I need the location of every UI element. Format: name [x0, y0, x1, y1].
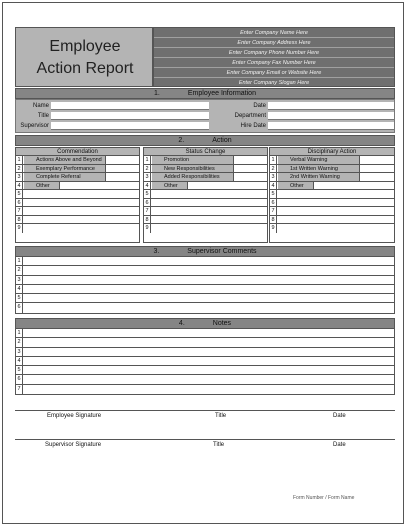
section-action-header [15, 135, 395, 146]
row-number: 3 [16, 173, 23, 181]
form-footer-text: Form Number / Form Name [293, 495, 355, 501]
commendation-column [15, 147, 140, 243]
commendation-heading: Commendation [16, 148, 139, 156]
commendation-row[interactable] [16, 216, 139, 225]
status-change-row[interactable] [144, 207, 267, 216]
row-number: 4 [16, 285, 23, 293]
row-number: 5 [144, 190, 151, 198]
company-fax-field[interactable]: Enter Company Fax Number Here [154, 58, 394, 68]
commendation-row[interactable] [16, 207, 139, 216]
row-number: 1 [270, 156, 277, 164]
commendation-row[interactable] [16, 190, 139, 199]
title-field[interactable] [51, 112, 209, 120]
action-option-label: Other [152, 182, 188, 190]
notes-lines [15, 329, 395, 395]
name-label: Name [32, 103, 49, 109]
row-number: 7 [144, 207, 151, 215]
row-number: 6 [16, 375, 23, 383]
row-number: 9 [270, 224, 277, 233]
form-title-line2: Action Report [36, 60, 134, 77]
section-supervisor-comments-header [15, 246, 395, 257]
disciplinary-row[interactable] [270, 207, 394, 216]
disciplinary-row[interactable] [270, 182, 394, 191]
company-phone-field[interactable]: Enter Company Phone Number Here [154, 48, 394, 58]
supervisor-label: Supervisor [20, 123, 49, 129]
status-change-row[interactable] [144, 156, 267, 165]
date-field[interactable] [268, 102, 394, 110]
row-number: 2 [16, 266, 23, 274]
row-number: 9 [16, 224, 23, 233]
form-title-box [15, 27, 153, 87]
section-number: 4. [178, 320, 185, 327]
row-number: 4 [16, 182, 23, 190]
note-line[interactable] [16, 375, 394, 384]
action-option-label: Complete Referral [24, 173, 106, 181]
row-number: 5 [16, 190, 23, 198]
row-number: 2 [270, 165, 277, 173]
row-number: 9 [144, 224, 151, 233]
employee-title-label: Title [215, 413, 227, 419]
action-option-label: Exemplary Performance [24, 165, 106, 173]
commendation-row[interactable] [16, 156, 139, 165]
employee-signature-line[interactable] [15, 410, 395, 411]
supervisor-comments-lines [15, 257, 395, 314]
disciplinary-row[interactable] [270, 190, 394, 199]
title-label: Title [37, 113, 49, 119]
company-website-field[interactable]: Enter Company Email or Website Here [154, 68, 394, 78]
row-number: 5 [270, 190, 277, 198]
disciplinary-row[interactable] [270, 165, 394, 174]
status-change-row[interactable] [144, 199, 267, 208]
employee-signature-label: Employee Signature [47, 413, 102, 419]
action-option-label: Other [24, 182, 60, 190]
row-number: 4 [270, 182, 277, 190]
supervisor-field[interactable] [51, 122, 209, 130]
section-title: Notes [212, 320, 232, 327]
row-number: 1 [16, 156, 23, 164]
action-option-label: Promotion [152, 156, 234, 164]
status-change-row[interactable] [144, 216, 267, 225]
row-number: 3 [16, 348, 23, 356]
row-number: 3 [144, 173, 151, 181]
action-option-label: Other [278, 182, 314, 190]
commendation-row[interactable] [16, 173, 139, 182]
company-address-field[interactable]: Enter Company Address Here [154, 38, 394, 48]
note-line[interactable] [16, 329, 394, 338]
action-option-label: New Responsibilities [152, 165, 234, 173]
hire-date-label: Hire Date [240, 123, 266, 129]
row-number: 6 [144, 199, 151, 207]
employee-date-label: Date [333, 413, 346, 419]
section-number: 2. [178, 137, 185, 144]
note-line[interactable] [16, 385, 394, 394]
status-change-row[interactable] [144, 224, 267, 233]
status-change-row[interactable] [144, 190, 267, 199]
note-line[interactable] [16, 357, 394, 366]
disciplinary-action-heading: Disciplinary Action [270, 148, 394, 156]
company-slogan-field[interactable]: Enter Company Slogan Here [238, 80, 310, 86]
date-label: Date [253, 103, 266, 109]
disciplinary-row[interactable] [270, 199, 394, 208]
disciplinary-row[interactable] [270, 216, 394, 225]
row-number: 1 [16, 257, 23, 265]
row-number: 8 [270, 216, 277, 224]
commendation-row[interactable] [16, 224, 139, 233]
supervisor-title-label: Title [213, 442, 225, 448]
supervisor-date-label: Date [333, 442, 346, 448]
note-line[interactable] [16, 348, 394, 357]
action-option-label: Added Responsibilities [152, 173, 234, 181]
action-option-label: 2nd Written Warning [278, 173, 360, 181]
employee-information-block [15, 99, 395, 133]
comment-line[interactable] [16, 294, 394, 303]
disciplinary-row[interactable] [270, 173, 394, 182]
disciplinary-row[interactable] [270, 224, 394, 233]
row-number: 5 [16, 366, 23, 374]
status-change-row[interactable] [144, 173, 267, 182]
commendation-row[interactable] [16, 199, 139, 208]
comment-line[interactable] [16, 257, 394, 266]
status-change-row[interactable] [144, 182, 267, 191]
department-field[interactable] [268, 112, 394, 120]
row-number: 1 [144, 156, 151, 164]
section-number: 1. [154, 90, 160, 97]
row-number: 6 [270, 199, 277, 207]
comment-line[interactable] [16, 285, 394, 294]
comment-line[interactable] [16, 276, 394, 285]
disciplinary-action-column [269, 147, 395, 243]
name-field[interactable] [51, 102, 209, 110]
row-number: 7 [16, 385, 23, 394]
section-title: Employee Information [187, 90, 256, 97]
status-change-row[interactable] [144, 165, 267, 174]
commendation-row[interactable] [16, 165, 139, 174]
section-title: Supervisor Comments [187, 248, 257, 255]
section-number: 3. [153, 248, 160, 255]
note-line[interactable] [16, 338, 394, 347]
row-number: 8 [16, 216, 23, 224]
row-number: 7 [270, 207, 277, 215]
row-number: 5 [16, 294, 23, 302]
supervisor-signature-label: Supervisor Signature [45, 442, 102, 448]
supervisor-signature-line[interactable] [15, 439, 395, 440]
status-change-column [143, 147, 268, 243]
row-number: 2 [144, 165, 151, 173]
section-title: Action [212, 137, 232, 144]
commendation-row[interactable] [16, 182, 139, 191]
comment-line[interactable] [16, 303, 394, 312]
form-title-line1: Employee [49, 38, 121, 55]
row-number: 2 [16, 165, 23, 173]
note-line[interactable] [16, 366, 394, 375]
row-number: 4 [16, 357, 23, 365]
section-employee-information-header [15, 88, 395, 99]
disciplinary-row[interactable] [270, 156, 394, 165]
row-number: 7 [16, 207, 23, 215]
row-number: 8 [144, 216, 151, 224]
status-change-heading: Status Change [144, 148, 267, 156]
row-number: 4 [144, 182, 151, 190]
row-number: 3 [16, 276, 23, 284]
section-notes-header [15, 318, 395, 329]
row-number: 6 [16, 199, 23, 207]
action-option-label: Actions Above and Beyond [24, 156, 106, 164]
action-option-label: Verbal Warning [278, 156, 360, 164]
department-label: Department [234, 113, 266, 119]
row-number: 3 [270, 173, 277, 181]
company-name-field[interactable]: Enter Company Name Here [154, 28, 394, 38]
row-number: 2 [16, 338, 23, 346]
hire-date-field[interactable] [268, 122, 394, 130]
row-number: 6 [16, 303, 23, 312]
comment-line[interactable] [16, 266, 394, 275]
action-option-label: 1st Written Warning [278, 165, 360, 173]
form-page [2, 2, 404, 524]
company-info-block [153, 27, 395, 87]
row-number: 1 [16, 329, 23, 337]
